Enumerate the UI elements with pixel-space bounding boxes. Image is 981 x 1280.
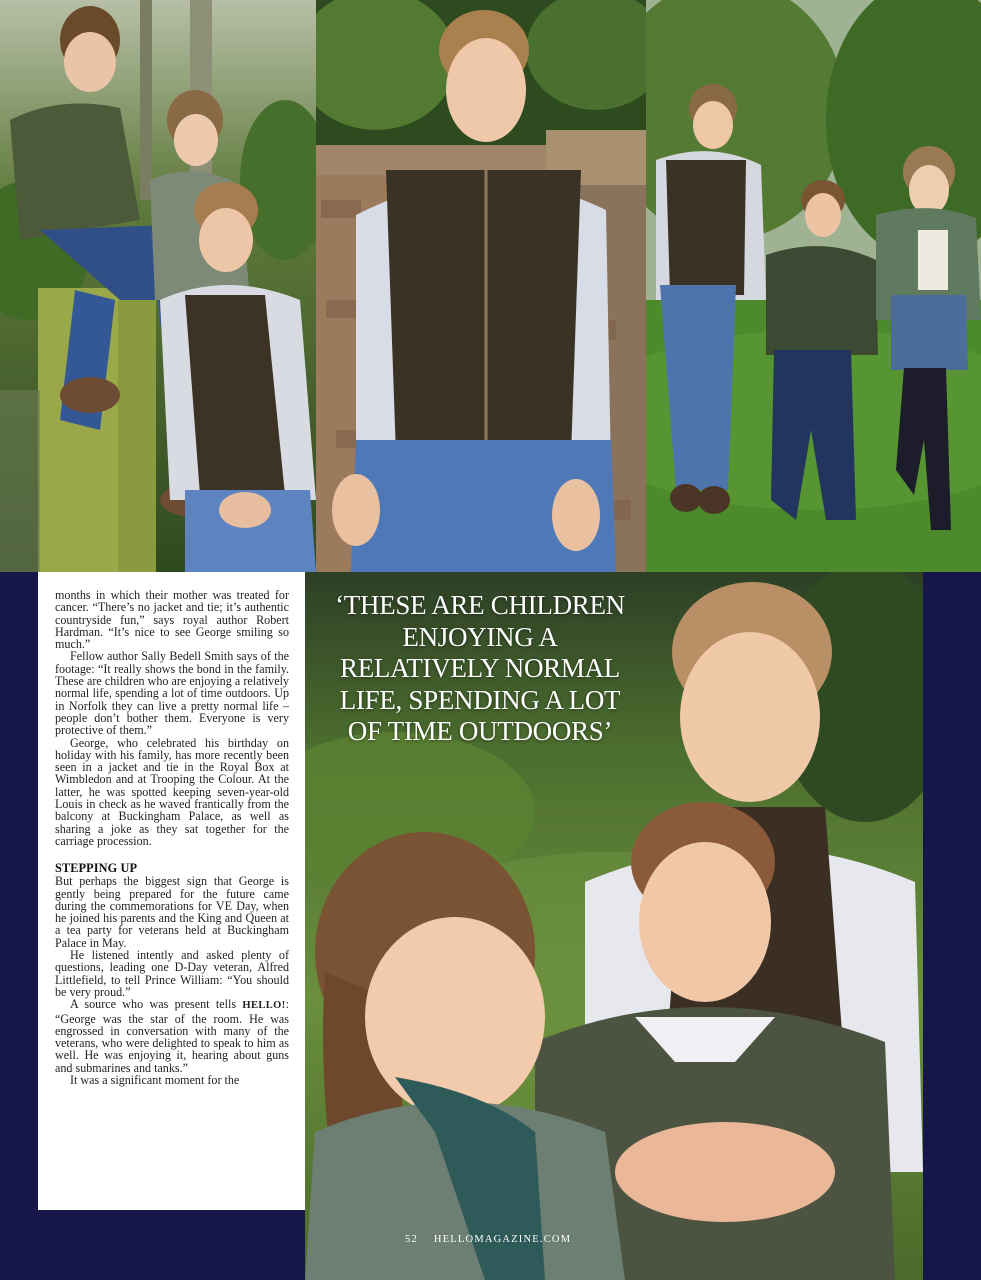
photo-george-by-wall xyxy=(316,0,646,572)
photo-children-on-gate xyxy=(0,0,316,572)
article-paragraph: But perhaps the biggest sign that George is gently being prepared for the future came during the commemorations for VE Day, when he joined his parents and the King and Queen at a tea party for veterans held at Buckingham Palace in May. xyxy=(55,874,289,950)
source-lead-text: A source who was present tells xyxy=(70,997,243,1012)
pull-quote: ‘THESE ARE CHILDREN ENJOYING A RELATIVELY NORMAL LIFE, SPENDING A LOT OF TIME OUTDOORS’ xyxy=(335,590,625,746)
page-footer xyxy=(405,1234,595,1245)
source-quote-text: : “George was the star of the room. He was engrossed in conversation with many of the veterans, who were delighted to speak to him as well. He was enjoying it, hearing about guns and submarines and tanks.” xyxy=(55,997,289,1075)
photo-children-walking xyxy=(646,0,981,572)
article-paragraph: He listened intently and asked plenty of questions, leading one D-Day veteran, Alfred Littlefield, to tell Prince William: “You should be very proud.” xyxy=(55,948,289,999)
article-subheading: STEPPING UP xyxy=(55,861,138,876)
article-paragraph-source xyxy=(55,998,289,1074)
magazine-brand-name: HELLO! xyxy=(242,1000,286,1012)
article-paragraph: months in which their mother was treated for cancer. “There’s no jacket and tie; it’s authentic countryside fun,” says royal author Robert Hardman. “It’s nice to see George smiling so much.” xyxy=(55,588,289,652)
article-paragraph-closing: It was a significant moment for the xyxy=(70,1072,240,1087)
article-paragraph: Fellow author Sally Bedell Smith says of the footage: “It really shows the bond in the family. These are children who are enjoying a relatively normal life, spending a lot of time outdoors. Up in Norfolk they can live a pretty normal life – people don’t bother them. Everyone is very protective of them.” xyxy=(55,649,289,738)
page-number: 52 xyxy=(405,1234,418,1245)
article-column xyxy=(38,572,305,1210)
article-paragraph: George, who celebrated his birthday on holiday with his family, has more recently been seen in a jacket and tie in the Royal Box at Wimbledon and at Trooping the Colour. At the latter, he was spotted keeping seven-year-old Louis in check as he waved frantically from the balcony at Buckingham Palace, as well as sharing a joke as they sat together for the carriage procession. xyxy=(55,735,289,848)
magazine-website: HELLOMAGAZINE.COM xyxy=(433,1234,572,1245)
top-photo-strip xyxy=(0,0,981,572)
